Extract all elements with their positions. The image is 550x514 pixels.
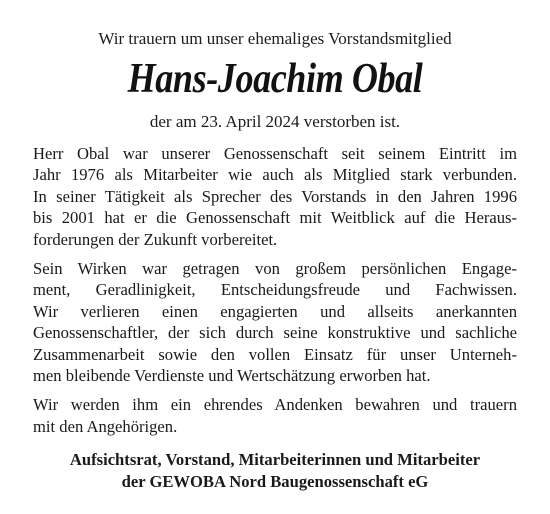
text-line: Sein Wirken war getragen von großem persönlichen Engage- xyxy=(33,259,517,279)
paragraph-tribute xyxy=(33,258,517,386)
paragraph-remembrance xyxy=(33,394,517,437)
text-line: ment, Geradlinigkeit, Entscheidungsfreude und Fachwissen. xyxy=(33,280,517,300)
text-line: Jahr 1976 als Mitarbeiter wie auch als Mitglied stark verbunden. xyxy=(33,165,517,185)
text-line: Wir verlieren einen engagierten und allseits anerkannten xyxy=(33,301,517,321)
death-date-line: der am 23. April 2024 verstorben ist. xyxy=(149,112,401,131)
paragraph-career xyxy=(33,143,517,250)
text-line: Zusammenarbeit sowie den vollen Einsatz für unser Unterneh- xyxy=(33,344,517,364)
text-line: bis 2001 hat er die Genossenschaft mit Weitblick auf die Heraus- xyxy=(33,208,517,228)
deceased-name: Hans-Joachim Obal xyxy=(127,56,423,102)
text-line: mit den Angehörigen. xyxy=(33,416,178,436)
notice-intro: Wir trauern um unser ehemaliges Vorstandsmitglied xyxy=(98,29,452,48)
text-line: In seiner Tätigkeit als Sprecher des Vorstands in den Jahren 1996 xyxy=(33,186,517,206)
text-line: men bleibende Verdienste und Wertschätzung erworben hat. xyxy=(33,366,431,386)
text-line: forderungen der Zukunft vorbereitet. xyxy=(33,229,278,249)
text-line: Wir werden ihm ein ehrendes Andenken bewahren und trauern xyxy=(33,395,517,415)
text-line: Herr Obal war unserer Genossenschaft seit seinem Eintritt im xyxy=(33,144,517,163)
signature-line: der GEWOBA Nord Baugenossenschaft eG xyxy=(121,471,429,491)
signature-block xyxy=(33,449,517,492)
text-line: Genossenschaftler, der sich durch seine konstruktive und sachliche xyxy=(33,323,517,343)
signature-line: Aufsichtsrat, Vorstand, Mitarbeiterinnen und Mitarbeiter xyxy=(69,450,481,470)
